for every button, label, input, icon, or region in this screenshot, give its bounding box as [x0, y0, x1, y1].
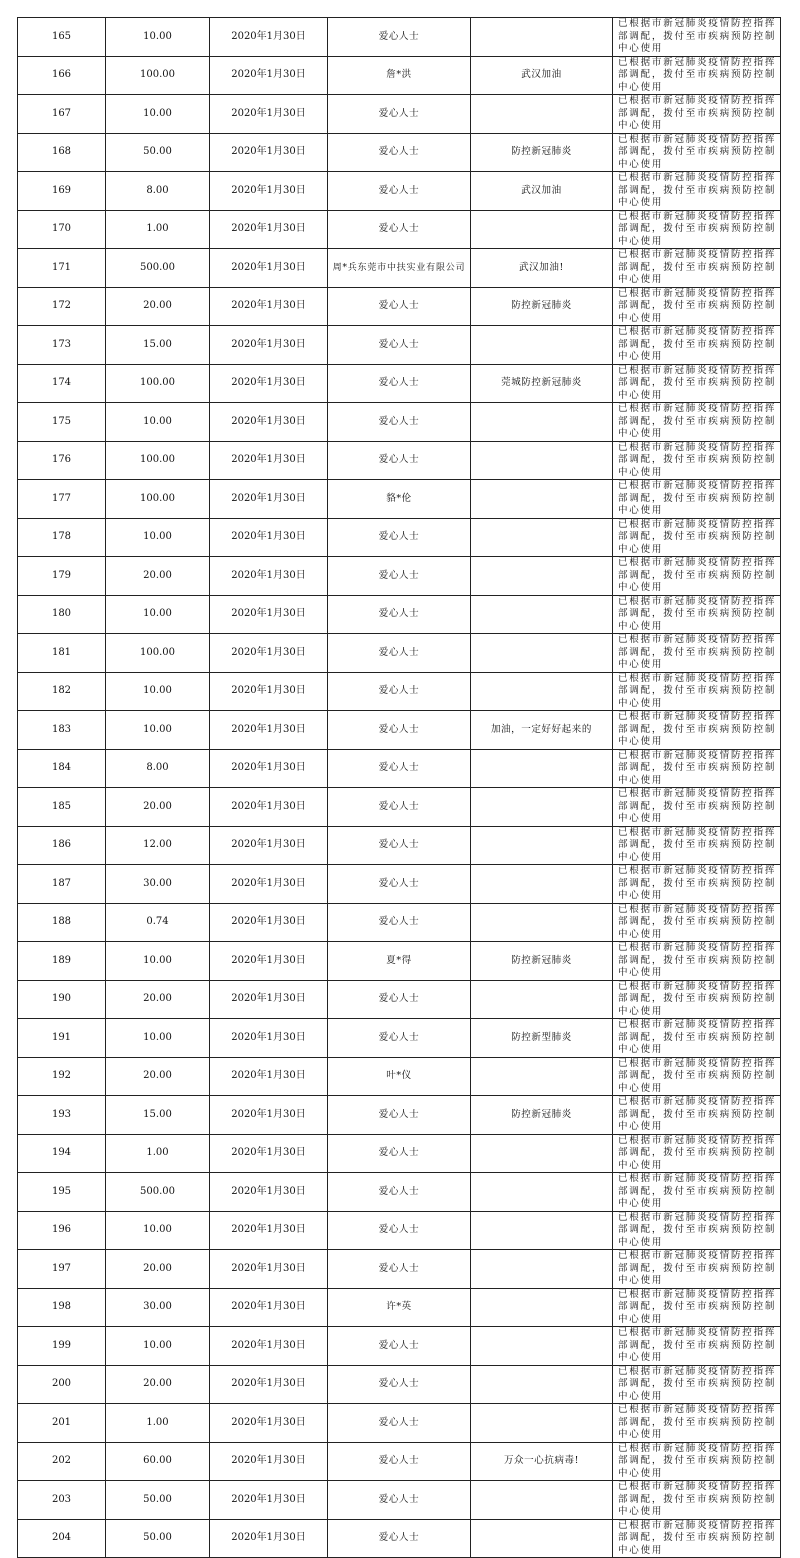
- date-cell: 2020年1月30日: [210, 249, 328, 288]
- serial-number-cell: 194: [18, 1134, 106, 1173]
- amount-cell: 100.00: [106, 480, 210, 519]
- amount-cell: 10.00: [106, 711, 210, 750]
- date-cell: 2020年1月30日: [210, 364, 328, 403]
- amount-cell: 50.00: [106, 1481, 210, 1520]
- amount-cell: 100.00: [106, 364, 210, 403]
- table-row: [18, 1481, 781, 1520]
- message-cell: [471, 1173, 613, 1212]
- date-cell: 2020年1月30日: [210, 557, 328, 596]
- message-cell: [471, 865, 613, 904]
- date-cell: 2020年1月30日: [210, 634, 328, 673]
- serial-number-cell: 196: [18, 1211, 106, 1250]
- table-row: [18, 557, 781, 596]
- amount-cell: 100.00: [106, 56, 210, 95]
- message-cell: [471, 210, 613, 249]
- amount-cell: 8.00: [106, 749, 210, 788]
- amount-cell: 20.00: [106, 788, 210, 827]
- date-cell: 2020年1月30日: [210, 1173, 328, 1212]
- amount-cell: 20.00: [106, 980, 210, 1019]
- message-cell: [471, 557, 613, 596]
- serial-number-cell: 204: [18, 1519, 106, 1558]
- message-cell: [471, 634, 613, 673]
- donor-cell: 爱心人士: [328, 1173, 471, 1212]
- serial-number-cell: 195: [18, 1173, 106, 1212]
- serial-number-cell: 165: [18, 18, 106, 57]
- donor-cell: 爱心人士: [328, 441, 471, 480]
- date-cell: 2020年1月30日: [210, 480, 328, 519]
- donation-ledger-page: [17, 17, 780, 1558]
- donation-table: [17, 17, 781, 1558]
- serial-number-cell: 193: [18, 1096, 106, 1135]
- date-cell: 2020年1月30日: [210, 595, 328, 634]
- donor-cell: 许*英: [328, 1288, 471, 1327]
- message-cell: 防控新型肺炎: [471, 1019, 613, 1058]
- amount-cell: 10.00: [106, 1327, 210, 1366]
- table-row: [18, 1442, 781, 1481]
- date-cell: 2020年1月30日: [210, 1250, 328, 1289]
- serial-number-cell: 167: [18, 95, 106, 134]
- message-cell: [471, 672, 613, 711]
- allocation-note-cell: 已根据市新冠肺炎疫情防控指挥部调配，拨付至市疾病预防控制中心使用: [613, 711, 781, 750]
- amount-cell: 20.00: [106, 287, 210, 326]
- table-row: [18, 480, 781, 519]
- date-cell: 2020年1月30日: [210, 980, 328, 1019]
- date-cell: 2020年1月30日: [210, 18, 328, 57]
- donor-cell: 爱心人士: [328, 788, 471, 827]
- table-row: [18, 865, 781, 904]
- table-row: [18, 210, 781, 249]
- table-row: [18, 172, 781, 211]
- table-row: [18, 1173, 781, 1212]
- message-cell: [471, 403, 613, 442]
- donor-cell: 爱心人士: [328, 1519, 471, 1558]
- table-row: [18, 1019, 781, 1058]
- serial-number-cell: 185: [18, 788, 106, 827]
- date-cell: 2020年1月30日: [210, 672, 328, 711]
- table-row: [18, 249, 781, 288]
- serial-number-cell: 172: [18, 287, 106, 326]
- date-cell: 2020年1月30日: [210, 788, 328, 827]
- serial-number-cell: 178: [18, 518, 106, 557]
- message-cell: 武汉加油: [471, 172, 613, 211]
- table-row: [18, 1519, 781, 1558]
- allocation-note-cell: 已根据市新冠肺炎疫情防控指挥部调配，拨付至市疾病预防控制中心使用: [613, 133, 781, 172]
- table-row: [18, 1250, 781, 1289]
- donor-cell: 爱心人士: [328, 210, 471, 249]
- date-cell: 2020年1月30日: [210, 1404, 328, 1443]
- donor-cell: 叶*仪: [328, 1057, 471, 1096]
- serial-number-cell: 190: [18, 980, 106, 1019]
- serial-number-cell: 191: [18, 1019, 106, 1058]
- message-cell: [471, 518, 613, 557]
- table-row: [18, 518, 781, 557]
- message-cell: [471, 826, 613, 865]
- serial-number-cell: 175: [18, 403, 106, 442]
- amount-cell: 10.00: [106, 403, 210, 442]
- table-row: [18, 1096, 781, 1135]
- message-cell: [471, 18, 613, 57]
- amount-cell: 20.00: [106, 1250, 210, 1289]
- amount-cell: 50.00: [106, 133, 210, 172]
- date-cell: 2020年1月30日: [210, 133, 328, 172]
- donor-cell: 爱心人士: [328, 1211, 471, 1250]
- allocation-note-cell: 已根据市新冠肺炎疫情防控指挥部调配，拨付至市疾病预防控制中心使用: [613, 518, 781, 557]
- serial-number-cell: 186: [18, 826, 106, 865]
- date-cell: 2020年1月30日: [210, 287, 328, 326]
- allocation-note-cell: 已根据市新冠肺炎疫情防控指挥部调配，拨付至市疾病预防控制中心使用: [613, 210, 781, 249]
- serial-number-cell: 169: [18, 172, 106, 211]
- date-cell: 2020年1月30日: [210, 826, 328, 865]
- date-cell: 2020年1月30日: [210, 749, 328, 788]
- donor-cell: 貉*伦: [328, 480, 471, 519]
- message-cell: [471, 1288, 613, 1327]
- message-cell: [471, 1250, 613, 1289]
- allocation-note-cell: 已根据市新冠肺炎疫情防控指挥部调配，拨付至市疾病预防控制中心使用: [613, 1365, 781, 1404]
- table-row: [18, 788, 781, 827]
- allocation-note-cell: 已根据市新冠肺炎疫情防控指挥部调配，拨付至市疾病预防控制中心使用: [613, 480, 781, 519]
- date-cell: 2020年1月30日: [210, 1211, 328, 1250]
- serial-number-cell: 203: [18, 1481, 106, 1520]
- table-row: [18, 287, 781, 326]
- allocation-note-cell: 已根据市新冠肺炎疫情防控指挥部调配，拨付至市疾病预防控制中心使用: [613, 249, 781, 288]
- donor-cell: 夏*得: [328, 942, 471, 981]
- allocation-note-cell: 已根据市新冠肺炎疫情防控指挥部调配，拨付至市疾病预防控制中心使用: [613, 95, 781, 134]
- date-cell: 2020年1月30日: [210, 1365, 328, 1404]
- table-row: [18, 133, 781, 172]
- serial-number-cell: 184: [18, 749, 106, 788]
- amount-cell: 500.00: [106, 249, 210, 288]
- table-row: [18, 1288, 781, 1327]
- donor-cell: 爱心人士: [328, 1327, 471, 1366]
- allocation-note-cell: 已根据市新冠肺炎疫情防控指挥部调配，拨付至市疾病预防控制中心使用: [613, 441, 781, 480]
- donor-cell: 爱心人士: [328, 287, 471, 326]
- table-row: [18, 95, 781, 134]
- message-cell: [471, 1211, 613, 1250]
- donation-table-body: [18, 18, 781, 1558]
- donor-cell: 爱心人士: [328, 1481, 471, 1520]
- allocation-note-cell: 已根据市新冠肺炎疫情防控指挥部调配，拨付至市疾病预防控制中心使用: [613, 672, 781, 711]
- amount-cell: 8.00: [106, 172, 210, 211]
- serial-number-cell: 168: [18, 133, 106, 172]
- table-row: [18, 1057, 781, 1096]
- table-row: [18, 403, 781, 442]
- allocation-note-cell: 已根据市新冠肺炎疫情防控指挥部调配，拨付至市疾病预防控制中心使用: [613, 172, 781, 211]
- message-cell: [471, 441, 613, 480]
- donor-cell: 爱心人士: [328, 18, 471, 57]
- amount-cell: 0.74: [106, 903, 210, 942]
- message-cell: [471, 1365, 613, 1404]
- serial-number-cell: 166: [18, 56, 106, 95]
- message-cell: [471, 1134, 613, 1173]
- date-cell: 2020年1月30日: [210, 1327, 328, 1366]
- date-cell: 2020年1月30日: [210, 518, 328, 557]
- donor-cell: 爱心人士: [328, 903, 471, 942]
- allocation-note-cell: 已根据市新冠肺炎疫情防控指挥部调配，拨付至市疾病预防控制中心使用: [613, 788, 781, 827]
- table-row: [18, 749, 781, 788]
- serial-number-cell: 192: [18, 1057, 106, 1096]
- date-cell: 2020年1月30日: [210, 1134, 328, 1173]
- serial-number-cell: 201: [18, 1404, 106, 1443]
- amount-cell: 1.00: [106, 1404, 210, 1443]
- amount-cell: 20.00: [106, 1057, 210, 1096]
- message-cell: 防控新冠肺炎: [471, 942, 613, 981]
- allocation-note-cell: 已根据市新冠肺炎疫情防控指挥部调配，拨付至市疾病预防控制中心使用: [613, 1173, 781, 1212]
- amount-cell: 20.00: [106, 1365, 210, 1404]
- amount-cell: 1.00: [106, 210, 210, 249]
- date-cell: 2020年1月30日: [210, 326, 328, 365]
- table-row: [18, 1365, 781, 1404]
- amount-cell: 20.00: [106, 557, 210, 596]
- donor-cell: 爱心人士: [328, 133, 471, 172]
- table-row: [18, 672, 781, 711]
- donor-cell: 爱心人士: [328, 826, 471, 865]
- amount-cell: 10.00: [106, 518, 210, 557]
- donor-cell: 爱心人士: [328, 1365, 471, 1404]
- donor-cell: 爱心人士: [328, 980, 471, 1019]
- allocation-note-cell: 已根据市新冠肺炎疫情防控指挥部调配，拨付至市疾病预防控制中心使用: [613, 749, 781, 788]
- amount-cell: 30.00: [106, 1288, 210, 1327]
- allocation-note-cell: 已根据市新冠肺炎疫情防控指挥部调配，拨付至市疾病预防控制中心使用: [613, 1096, 781, 1135]
- message-cell: [471, 595, 613, 634]
- donor-cell: 爱心人士: [328, 95, 471, 134]
- amount-cell: 30.00: [106, 865, 210, 904]
- allocation-note-cell: 已根据市新冠肺炎疫情防控指挥部调配，拨付至市疾病预防控制中心使用: [613, 826, 781, 865]
- donor-cell: 爱心人士: [328, 364, 471, 403]
- allocation-note-cell: 已根据市新冠肺炎疫情防控指挥部调配，拨付至市疾病预防控制中心使用: [613, 1250, 781, 1289]
- allocation-note-cell: 已根据市新冠肺炎疫情防控指挥部调配，拨付至市疾病预防控制中心使用: [613, 1327, 781, 1366]
- message-cell: [471, 95, 613, 134]
- donor-cell: 爱心人士: [328, 1404, 471, 1443]
- serial-number-cell: 198: [18, 1288, 106, 1327]
- allocation-note-cell: 已根据市新冠肺炎疫情防控指挥部调配，拨付至市疾病预防控制中心使用: [613, 942, 781, 981]
- amount-cell: 15.00: [106, 326, 210, 365]
- serial-number-cell: 183: [18, 711, 106, 750]
- amount-cell: 10.00: [106, 1211, 210, 1250]
- allocation-note-cell: 已根据市新冠肺炎疫情防控指挥部调配，拨付至市疾病预防控制中心使用: [613, 18, 781, 57]
- table-row: [18, 364, 781, 403]
- donor-cell: 爱心人士: [328, 749, 471, 788]
- donor-cell: 爱心人士: [328, 1442, 471, 1481]
- allocation-note-cell: 已根据市新冠肺炎疫情防控指挥部调配，拨付至市疾病预防控制中心使用: [613, 903, 781, 942]
- serial-number-cell: 181: [18, 634, 106, 673]
- allocation-note-cell: 已根据市新冠肺炎疫情防控指挥部调配，拨付至市疾病预防控制中心使用: [613, 1404, 781, 1443]
- allocation-note-cell: 已根据市新冠肺炎疫情防控指挥部调配，拨付至市疾病预防控制中心使用: [613, 1519, 781, 1558]
- allocation-note-cell: 已根据市新冠肺炎疫情防控指挥部调配，拨付至市疾病预防控制中心使用: [613, 980, 781, 1019]
- donor-cell: 爱心人士: [328, 1134, 471, 1173]
- date-cell: 2020年1月30日: [210, 1481, 328, 1520]
- message-cell: [471, 1057, 613, 1096]
- date-cell: 2020年1月30日: [210, 903, 328, 942]
- table-row: [18, 441, 781, 480]
- serial-number-cell: 173: [18, 326, 106, 365]
- allocation-note-cell: 已根据市新冠肺炎疫情防控指挥部调配，拨付至市疾病预防控制中心使用: [613, 634, 781, 673]
- donor-cell: 爱心人士: [328, 634, 471, 673]
- amount-cell: 500.00: [106, 1173, 210, 1212]
- date-cell: 2020年1月30日: [210, 942, 328, 981]
- allocation-note-cell: 已根据市新冠肺炎疫情防控指挥部调配，拨付至市疾病预防控制中心使用: [613, 364, 781, 403]
- allocation-note-cell: 已根据市新冠肺炎疫情防控指挥部调配，拨付至市疾病预防控制中心使用: [613, 865, 781, 904]
- date-cell: 2020年1月30日: [210, 210, 328, 249]
- message-cell: [471, 1404, 613, 1443]
- date-cell: 2020年1月30日: [210, 1442, 328, 1481]
- table-row: [18, 634, 781, 673]
- date-cell: 2020年1月30日: [210, 1096, 328, 1135]
- allocation-note-cell: 已根据市新冠肺炎疫情防控指挥部调配，拨付至市疾病预防控制中心使用: [613, 1481, 781, 1520]
- serial-number-cell: 199: [18, 1327, 106, 1366]
- date-cell: 2020年1月30日: [210, 403, 328, 442]
- amount-cell: 1.00: [106, 1134, 210, 1173]
- serial-number-cell: 174: [18, 364, 106, 403]
- message-cell: [471, 1327, 613, 1366]
- serial-number-cell: 202: [18, 1442, 106, 1481]
- message-cell: 防控新冠肺炎: [471, 133, 613, 172]
- message-cell: 武汉加油: [471, 56, 613, 95]
- amount-cell: 12.00: [106, 826, 210, 865]
- message-cell: [471, 788, 613, 827]
- table-row: [18, 826, 781, 865]
- message-cell: [471, 1519, 613, 1558]
- donor-cell: 爱心人士: [328, 557, 471, 596]
- allocation-note-cell: 已根据市新冠肺炎疫情防控指挥部调配，拨付至市疾病预防控制中心使用: [613, 56, 781, 95]
- donor-cell: 爱心人士: [328, 711, 471, 750]
- message-cell: [471, 980, 613, 1019]
- donor-cell: 爱心人士: [328, 403, 471, 442]
- message-cell: [471, 749, 613, 788]
- amount-cell: 10.00: [106, 672, 210, 711]
- message-cell: 防控新冠肺炎: [471, 287, 613, 326]
- allocation-note-cell: 已根据市新冠肺炎疫情防控指挥部调配，拨付至市疾病预防控制中心使用: [613, 1211, 781, 1250]
- allocation-note-cell: 已根据市新冠肺炎疫情防控指挥部调配，拨付至市疾病预防控制中心使用: [613, 326, 781, 365]
- message-cell: 加油，一定好好起来的: [471, 711, 613, 750]
- allocation-note-cell: 已根据市新冠肺炎疫情防控指挥部调配，拨付至市疾病预防控制中心使用: [613, 557, 781, 596]
- allocation-note-cell: 已根据市新冠肺炎疫情防控指挥部调配，拨付至市疾病预防控制中心使用: [613, 287, 781, 326]
- table-row: [18, 980, 781, 1019]
- serial-number-cell: 177: [18, 480, 106, 519]
- table-row: [18, 903, 781, 942]
- table-row: [18, 56, 781, 95]
- date-cell: 2020年1月30日: [210, 441, 328, 480]
- serial-number-cell: 171: [18, 249, 106, 288]
- donor-cell: 爱心人士: [328, 172, 471, 211]
- amount-cell: 10.00: [106, 1019, 210, 1058]
- serial-number-cell: 182: [18, 672, 106, 711]
- amount-cell: 10.00: [106, 942, 210, 981]
- allocation-note-cell: 已根据市新冠肺炎疫情防控指挥部调配，拨付至市疾病预防控制中心使用: [613, 1019, 781, 1058]
- allocation-note-cell: 已根据市新冠肺炎疫情防控指挥部调配，拨付至市疾病预防控制中心使用: [613, 1134, 781, 1173]
- date-cell: 2020年1月30日: [210, 711, 328, 750]
- date-cell: 2020年1月30日: [210, 1288, 328, 1327]
- message-cell: [471, 326, 613, 365]
- amount-cell: 10.00: [106, 595, 210, 634]
- serial-number-cell: 187: [18, 865, 106, 904]
- donor-cell: 爱心人士: [328, 1019, 471, 1058]
- message-cell: 防控新冠肺炎: [471, 1096, 613, 1135]
- table-row: [18, 942, 781, 981]
- table-row: [18, 1404, 781, 1443]
- date-cell: 2020年1月30日: [210, 172, 328, 211]
- table-row: [18, 1134, 781, 1173]
- donor-cell: 周*兵东莞市中扶实业有限公司: [328, 249, 471, 288]
- allocation-note-cell: 已根据市新冠肺炎疫情防控指挥部调配，拨付至市疾病预防控制中心使用: [613, 595, 781, 634]
- message-cell: 莞城防控新冠肺炎: [471, 364, 613, 403]
- message-cell: [471, 903, 613, 942]
- table-row: [18, 1327, 781, 1366]
- donor-cell: 爱心人士: [328, 595, 471, 634]
- date-cell: 2020年1月30日: [210, 95, 328, 134]
- table-row: [18, 1211, 781, 1250]
- donor-cell: 爱心人士: [328, 672, 471, 711]
- date-cell: 2020年1月30日: [210, 1519, 328, 1558]
- allocation-note-cell: 已根据市新冠肺炎疫情防控指挥部调配，拨付至市疾病预防控制中心使用: [613, 1442, 781, 1481]
- table-row: [18, 711, 781, 750]
- allocation-note-cell: 已根据市新冠肺炎疫情防控指挥部调配，拨付至市疾病预防控制中心使用: [613, 1288, 781, 1327]
- amount-cell: 100.00: [106, 634, 210, 673]
- allocation-note-cell: 已根据市新冠肺炎疫情防控指挥部调配，拨付至市疾病预防控制中心使用: [613, 403, 781, 442]
- amount-cell: 10.00: [106, 95, 210, 134]
- donor-cell: 詹*洪: [328, 56, 471, 95]
- serial-number-cell: 180: [18, 595, 106, 634]
- serial-number-cell: 200: [18, 1365, 106, 1404]
- table-row: [18, 326, 781, 365]
- amount-cell: 100.00: [106, 441, 210, 480]
- amount-cell: 50.00: [106, 1519, 210, 1558]
- message-cell: 武汉加油!: [471, 249, 613, 288]
- serial-number-cell: 197: [18, 1250, 106, 1289]
- donor-cell: 爱心人士: [328, 865, 471, 904]
- message-cell: [471, 1481, 613, 1520]
- date-cell: 2020年1月30日: [210, 1057, 328, 1096]
- table-row: [18, 595, 781, 634]
- amount-cell: 60.00: [106, 1442, 210, 1481]
- serial-number-cell: 170: [18, 210, 106, 249]
- serial-number-cell: 189: [18, 942, 106, 981]
- donor-cell: 爱心人士: [328, 1250, 471, 1289]
- message-cell: [471, 480, 613, 519]
- message-cell: 万众一心抗病毒!: [471, 1442, 613, 1481]
- table-row: [18, 18, 781, 57]
- serial-number-cell: 179: [18, 557, 106, 596]
- donor-cell: 爱心人士: [328, 518, 471, 557]
- date-cell: 2020年1月30日: [210, 56, 328, 95]
- date-cell: 2020年1月30日: [210, 1019, 328, 1058]
- serial-number-cell: 188: [18, 903, 106, 942]
- serial-number-cell: 176: [18, 441, 106, 480]
- amount-cell: 10.00: [106, 18, 210, 57]
- allocation-note-cell: 已根据市新冠肺炎疫情防控指挥部调配，拨付至市疾病预防控制中心使用: [613, 1057, 781, 1096]
- donor-cell: 爱心人士: [328, 326, 471, 365]
- donor-cell: 爱心人士: [328, 1096, 471, 1135]
- amount-cell: 15.00: [106, 1096, 210, 1135]
- date-cell: 2020年1月30日: [210, 865, 328, 904]
